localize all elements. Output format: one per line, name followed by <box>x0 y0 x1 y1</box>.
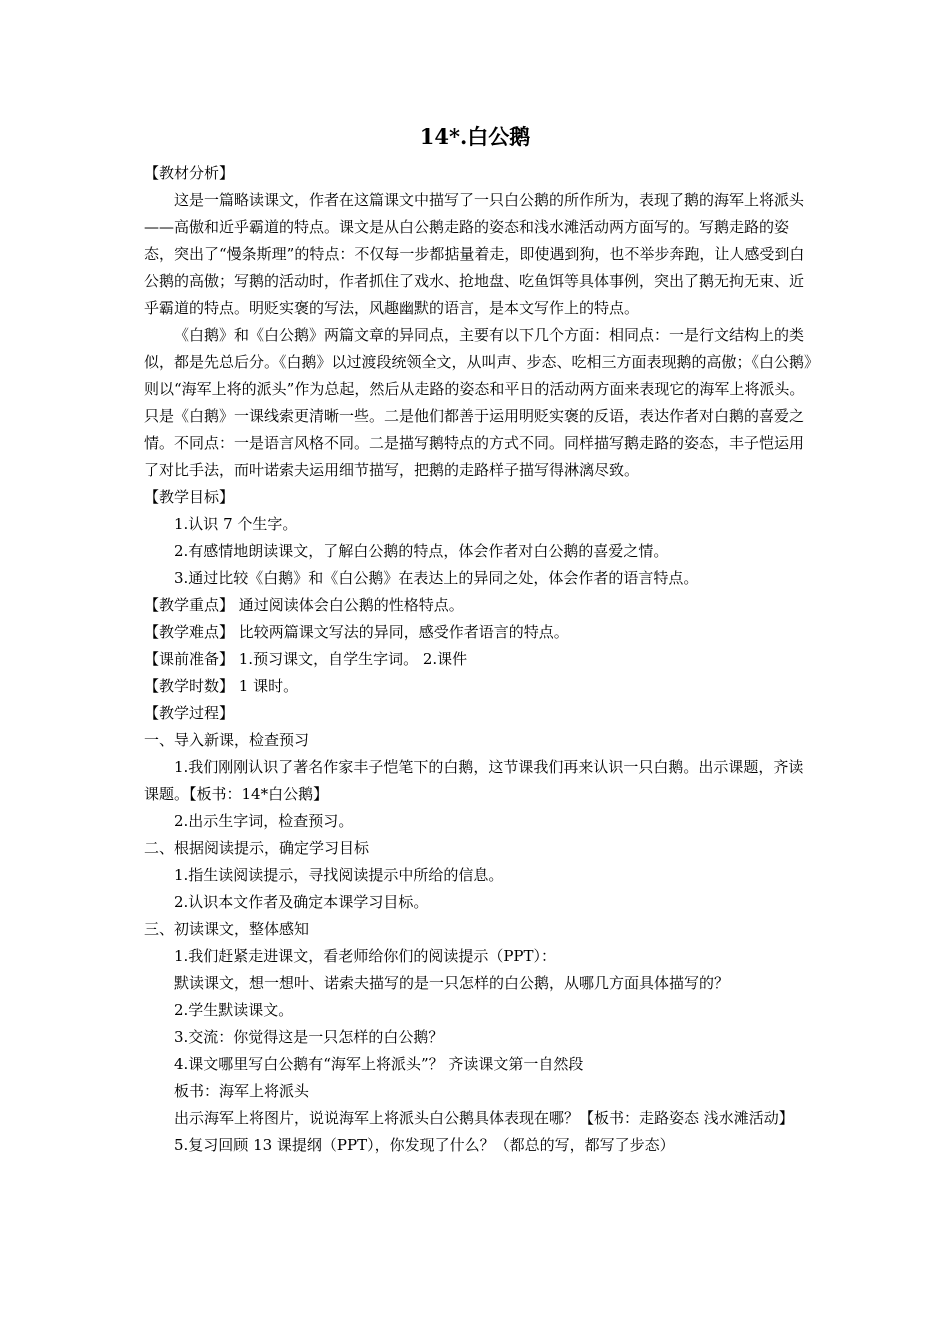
blackboard-note: 板书：海军上将派头 <box>174 1082 310 1100</box>
step-heading-2: 二、根据阅读提示，确定学习目标 <box>144 839 370 857</box>
step-item: 2.学生默读课文。 <box>174 1001 294 1019</box>
section-heading-goals: 【教学目标】 <box>144 488 235 506</box>
step-heading-3: 三、初读课文，整体感知 <box>144 920 310 938</box>
key-point-line: 【教学重点】 通过阅读体会白公鹅的性格特点。 <box>144 596 464 614</box>
step-item: 1.我们刚刚认识了著名作家丰子恺笔下的白鹅，这节课我们再来认识一只白鹅。出示课题，齐读课题。【板书：14*白公鹅】 <box>144 758 804 803</box>
step-item: 3.交流：你觉得这是一只怎样的白公鹅？ <box>174 1028 444 1046</box>
step-item: 出示海军上将图片，说说海军上将派头白公鹅具体表现在哪？【板书：走路姿态 浅水滩活动】 <box>174 1109 794 1127</box>
goal-item: 1.认识 7 个生字。 <box>174 515 298 533</box>
step-item: 2.出示生字词，检查预习。 <box>174 812 354 830</box>
document-title: 14*.白公鹅 <box>419 124 531 149</box>
step-item: 5.复习回顾 13 课提纲（PPT），你发现了什么？（都总的写，都写了步态） <box>174 1136 675 1154</box>
step-item: 2.认识本文作者及确定本课学习目标。 <box>174 893 429 911</box>
section-heading-process: 【教学过程】 <box>144 704 235 722</box>
step-item: 1.我们赶紧走进课文，看老师给你们的阅读提示（PPT）： <box>174 947 557 965</box>
difficulty-line: 【教学难点】 比较两篇课文写法的异同，感受作者语言的特点。 <box>144 623 569 641</box>
step-item: 1.指生读阅读提示，寻找阅读提示中所给的信息。 <box>174 866 504 884</box>
section-heading-analysis: 【教材分析】 <box>144 164 235 182</box>
duration-line: 【教学时数】 1 课时。 <box>144 677 299 695</box>
goal-item: 2.有感情地朗读课文，了解白公鹅的特点，体会作者对白公鹅的喜爱之情。 <box>174 542 669 560</box>
step-heading-1: 一、导入新课，检查预习 <box>144 731 310 749</box>
step-item: 4.课文哪里写白公鹅有“海军上将派头”？ 齐读课文第一自然段 <box>174 1055 584 1073</box>
paragraph-analysis-1: 这是一篇略读课文，作者在这篇课文中描写了一只白公鹅的所作所为，表现了鹅的海军上将派头——高傲和近乎霸道的特点。课文是从白公鹅走路的姿态和浅水滩活动两方面写的。写鹅走路的姿态，突出了“慢条斯理”的特点：不仅每一步都掂量着走，即使遇到狗，也不举步奔跑，让人感受到白公鹅的高傲；写鹅的活动时，作者抓住了戏水、抢地盘、吃鱼饵等具体事例，突出了鹅无拘无束、近乎霸道的特点。明贬实褒的写法，风趣幽默的语言，是本文写作上的特点。 <box>144 191 805 317</box>
goal-item: 3.通过比较《白鹅》和《白公鹅》在表达上的异同之处，体会作者的语言特点。 <box>174 569 699 587</box>
document-body <box>144 160 812 1159</box>
preparation-line: 【课前准备】 1.预习课文，自学生字词。 2.课件 <box>144 650 468 668</box>
step-item: 默读课文，想一想叶、诺索夫描写的是一只怎样的白公鹅，从哪几方面具体描写的？ <box>174 974 730 992</box>
paragraph-analysis-2: 《白鹅》和《白公鹅》两篇文章的异同点，主要有以下几个方面：相同点：一是行文结构上的类似，都是先总后分。《白鹅》以过渡段统领全文，从叫声、步态、吃相三方面表现鹅的高傲；《白公鹅》则以“海军上将的派头”作为总起，然后从走路的姿态和平日的活动两方面来表现它的海军上将派头。只是《白鹅》一课线索更清晰一些。二是他们都善于运用明贬实褒的反语，表达作者对白鹅的喜爱之情。不同点：一是语言风格不同。二是描写鹅特点的方式不同。同样描写鹅走路的姿态，丰子恺运用了对比手法，而叶诺索夫运用细节描写，把鹅的走路样子描写得淋漓尽致。 <box>144 326 812 479</box>
